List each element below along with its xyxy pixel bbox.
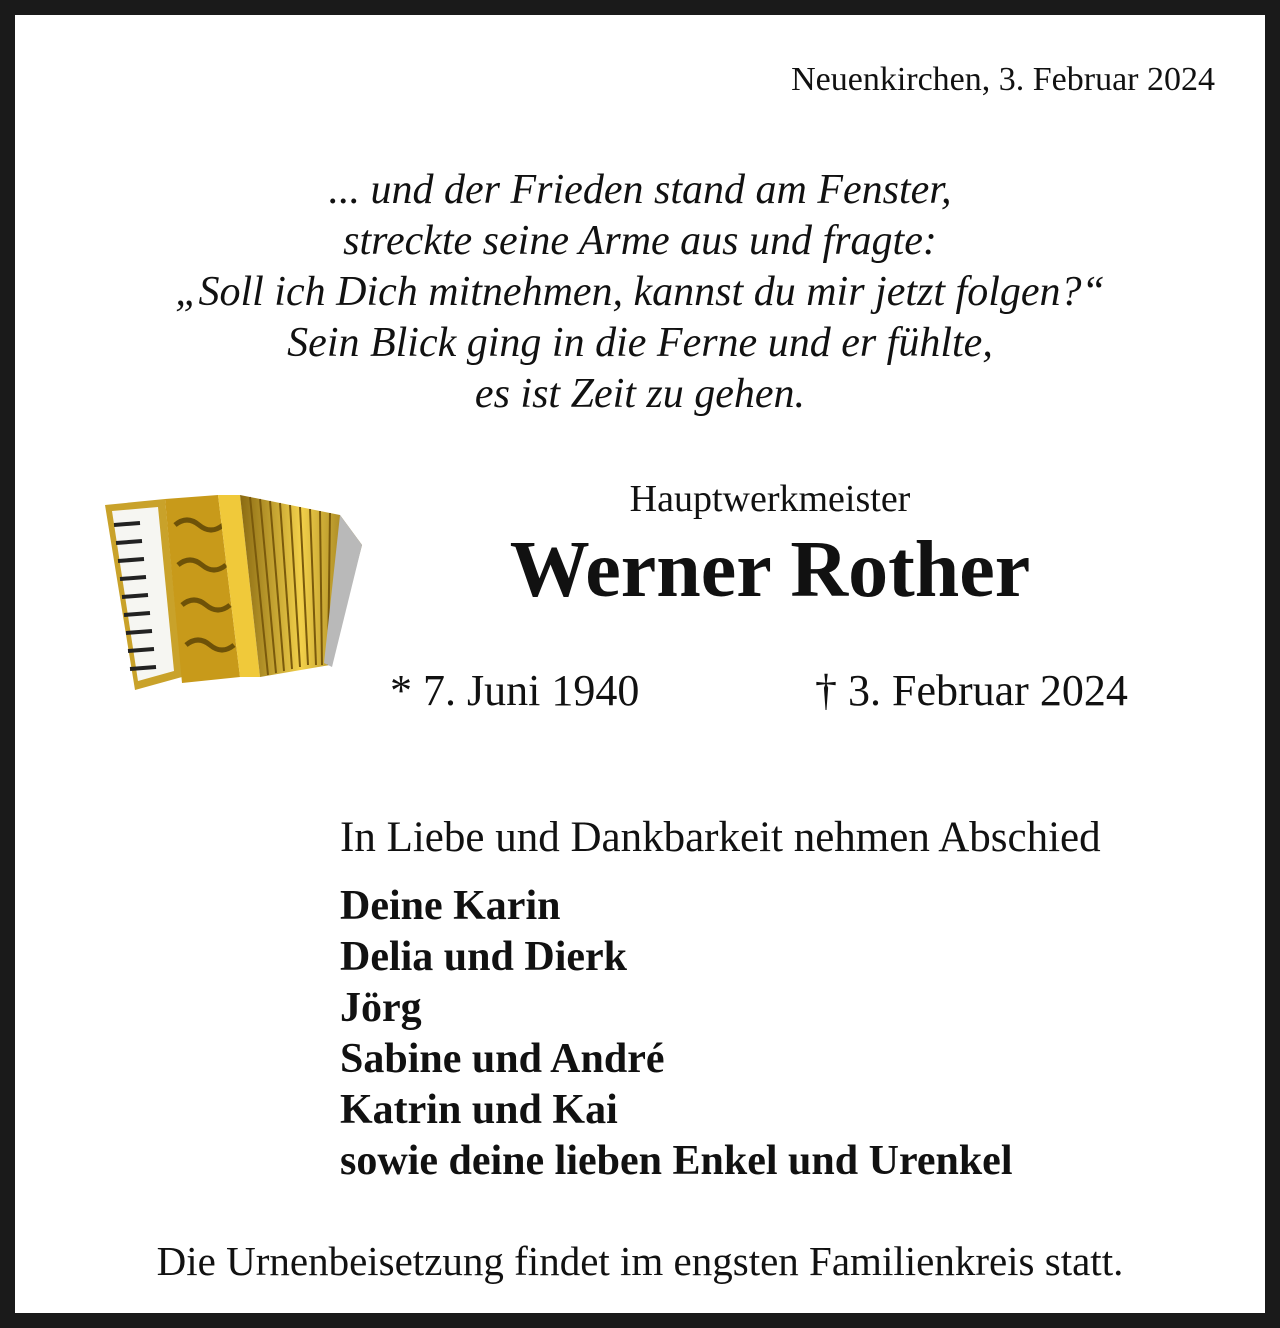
- poem-line: es ist Zeit zu gehen.: [474, 371, 806, 417]
- mourner-line: sowie deine lieben Enkel und Urenkel: [340, 1138, 1013, 1184]
- poem: [15, 165, 1265, 420]
- place-date: Neuenkirchen, 3. Februar 2024: [791, 61, 1215, 98]
- farewell-intro: In Liebe und Dankbarkeit nehmen Abschied: [340, 814, 1101, 861]
- birth-date: * 7. Juni 1940: [390, 666, 640, 715]
- poem-line: Sein Blick ging in die Ferne und er fühlte,: [287, 320, 993, 366]
- mourner-line: Sabine und André: [340, 1036, 665, 1082]
- poem-line: streckte seine Arme aus und fragte:: [343, 218, 937, 264]
- poem-line: ... und der Frieden stand am Fenster,: [328, 167, 952, 213]
- accordion-icon: [100, 485, 365, 695]
- mourner-line: Deine Karin: [340, 883, 561, 929]
- poem-line: „Soll ich Dich mitnehmen, kannst du mir jetzt folgen?“: [175, 269, 1105, 315]
- deceased-title: Hauptwerkmeister: [629, 478, 911, 520]
- mourners-list: [340, 881, 1013, 1187]
- deceased-name: Werner Rother: [509, 526, 1031, 614]
- death-date: † 3. Februar 2024: [815, 666, 1128, 715]
- obituary-notice: [15, 15, 1265, 1313]
- mourner-line: Katrin und Kai: [340, 1087, 618, 1133]
- mourner-line: Delia und Dierk: [340, 934, 628, 980]
- footer-note: Die Urnenbeisetzung findet im engsten Familienkreis statt.: [156, 1238, 1124, 1284]
- mourner-line: Jörg: [340, 985, 422, 1031]
